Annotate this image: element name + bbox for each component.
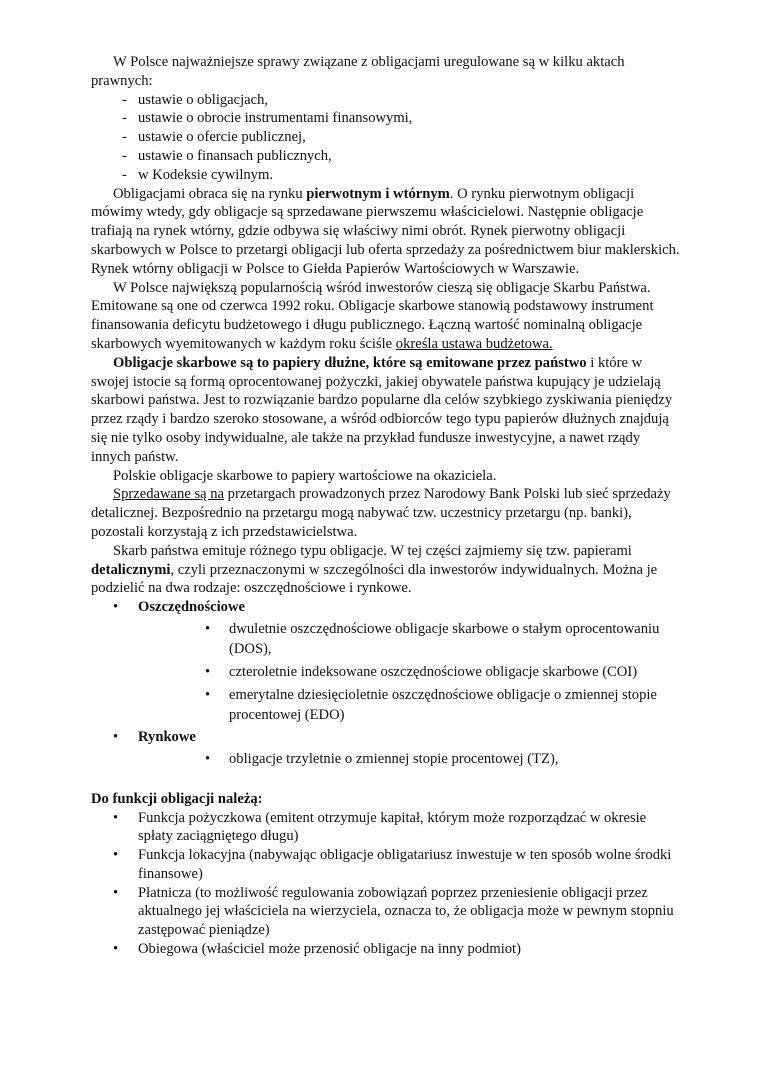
- definition-paragraph: [91, 354, 681, 467]
- category-item: [91, 598, 681, 725]
- markets-text-pre: Obligacjami obraca się na rynku: [113, 185, 307, 202]
- bond-item: • emerytalne dziesięcioletnie oszczędnościowe obligacje o zmiennej stopie procentowej (EDO): [138, 685, 681, 725]
- category-title: Rynkowe: [138, 728, 196, 745]
- functions-heading-text: Do funkcji obligacji należą:: [91, 790, 263, 807]
- legal-act-item: - w Kodeksie cywilnym.: [91, 166, 681, 185]
- types-paragraph: [91, 542, 681, 598]
- definition-text: i które w swojej istocie są formą oprocentowanej pożyczki, jakiej obywatele państwa kupujący je udzielają skarbowi państwa. Jest to rozwiązanie bardzo popularne dla celów szybkiego zyskiwania pieniędzy przez rządy i bardzo szeroko stosowane, a wśród odbiorców tego typu papierów dłużnych znajdują się nie tylko osoby indywidualne, ale także na przykład fundusze inwestycyjne, a nawet rządy innych państw.: [91, 354, 673, 465]
- category-bond-list: [138, 619, 681, 725]
- definition-bold: Obligacje skarbowe są to papiery dłużne, które są emitowane przez państwo: [113, 354, 587, 371]
- function-item: • Funkcja pożyczkowa (emitent otrzymuje kapitał, którym może rozporządzać w okresie spłaty zaciągniętego długu): [91, 809, 681, 847]
- bond-item: • dwuletnie oszczędnościowe obligacje skarbowe o stałym oprocentowaniu (DOS),: [138, 619, 681, 659]
- legal-acts-list: [91, 91, 681, 185]
- bond-item: • obligacje trzyletnie o zmiennej stopie procentowej (TZ),: [138, 749, 681, 769]
- bond-item: • czteroletnie indeksowane oszczędnościowe obligacje skarbowe (COI): [138, 662, 681, 682]
- bond-categories-list: [91, 598, 681, 769]
- treasury-paragraph: [91, 279, 681, 354]
- intro-paragraph: W Polsce najważniejsze sprawy związane z obligacjami uregulowane są w kilku aktach prawnych:: [91, 54, 625, 89]
- category-title: Oszczędnościowe: [138, 599, 245, 616]
- markets-paragraph: [91, 185, 681, 279]
- sales-paragraph: [91, 485, 681, 541]
- bearer-paragraph: Polskie obligacje skarbowe to papiery wartościowe na okaziciela.: [113, 467, 497, 484]
- legal-act-item: - ustawie o finansach publicznych,: [91, 147, 681, 166]
- markets-text-post: . O rynku pierwotnym obligacji mówimy wtedy, gdy obligacje są sprzedawane pierwszemu właścicielowi. Następnie obligacje trafiają na rynek wtórny, gdzie odbywa się właściwy nimi obrót. Rynek pierwotny obligacji skarbowych w Polsce to przetargi obligacji lub oferta sprzedaży za pośrednictwem biur maklerskich. Rynek wtórny obligacji w Polsce to Giełda Papierów Wartościowych w Warszawie.: [91, 185, 680, 277]
- treasury-underlined: określa ustawa budżetowa.: [395, 335, 553, 352]
- spacer: [91, 772, 681, 790]
- function-item: • Funkcja lokacyjna (nabywając obligacje obligatariusz inwestuje w ten sposób wolne środki finansowe): [91, 846, 681, 884]
- sales-underlined: Sprzedawane są na: [113, 486, 225, 503]
- types-bold: detalicznymi: [91, 561, 171, 578]
- function-item: • Obiegowa (właściciel może przenosić obligacje na inny podmiot): [91, 940, 681, 959]
- document-page: [91, 53, 681, 959]
- legal-act-item: - ustawie o obrocie instrumentami finansowymi,: [91, 109, 681, 128]
- function-item: • Płatnicza (to możliwość regulowania zobowiązań poprzez przeniesienie obligacji przez aktualnego jej właściciela na wierzyciela, oznacza to, że obligacja może w pewnym stopniu zastępować pieniądze): [91, 884, 681, 940]
- category-item: [91, 728, 681, 769]
- markets-bold-term: pierwotnym i wtórnym: [306, 185, 450, 202]
- legal-act-item: - ustawie o ofercie publicznej,: [91, 128, 681, 147]
- sales-text: przetargach prowadzonych przez Narodowy Bank Polski lub sieć sprzedaży detalicznej. Bezpośrednio na przetargu mogą nabywać tzw. uczestnicy przetargu (np. banki), pozostali korzystają z ich przedstawicielstwa.: [91, 486, 671, 540]
- types-text-pre: Skarb państwa emituje różnego typu obligacje. W tej części zajmiemy się tzw. papierami: [113, 542, 632, 559]
- types-text-post: , czyli przeznaczonymi w szczególności dla inwestorów indywidualnych. Można je podzielić na dwa rodzaje: oszczędnościowe i rynkowe.: [91, 561, 658, 597]
- legal-act-item: - ustawie o obligacjach,: [91, 91, 681, 110]
- treasury-text: W Polsce największą popularnością wśród inwestorów cieszą się obligacje Skarbu Państwa. Emitowane są one od czerwca 1992 roku. Obligacje skarbowe stanowią podstawowy instrument finansowania deficytu budżetowego i długu publicznego. Łączną wartość nominalną obligacje skarbowych wyemitowanych w każdym roku ściśle: [91, 279, 654, 352]
- functions-list: [91, 809, 681, 959]
- category-bond-list: [138, 749, 681, 769]
- functions-heading: [91, 790, 681, 809]
